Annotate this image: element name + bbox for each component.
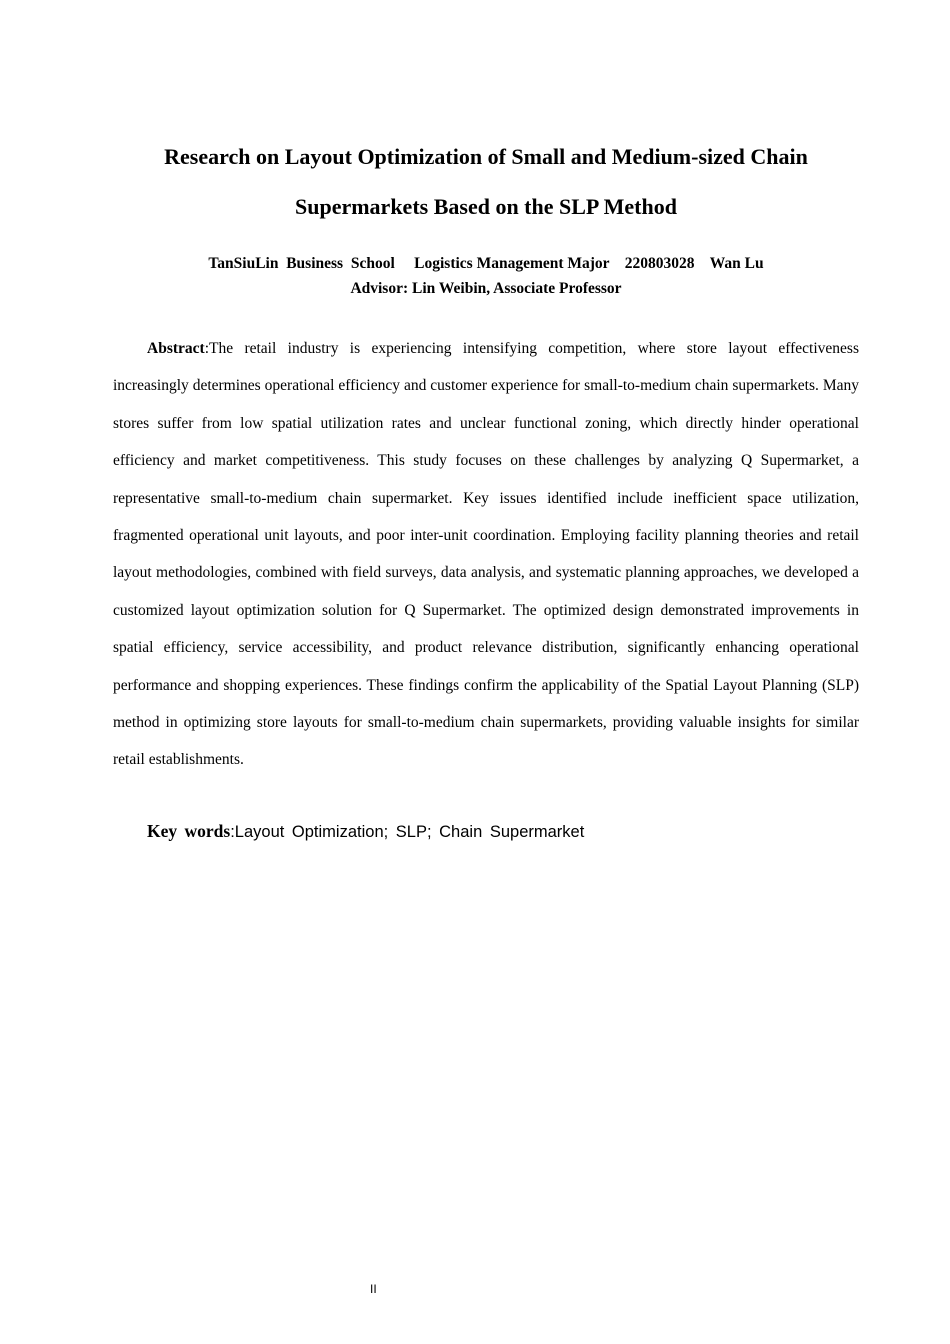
paper-title [113, 132, 859, 232]
page-number: II [370, 1282, 377, 1296]
keywords-line [147, 818, 584, 845]
paper-title-line-2: Supermarkets Based on the SLP Method [295, 194, 677, 219]
abstract-paragraph [113, 330, 859, 779]
abstract-text: The retail industry is experiencing intensifying competition, where store layout effectiveness increasingly determines operational efficiency and customer experience for small-to-medium chain supermarkets. Many stores suffer from low spatial utilization rates and unclear functional zoning, which directly hinder operational efficiency and market competitiveness. This study focuses on these challenges by analyzing Q Supermarket, a representative small-to-medium chain supermarket. Key issues identified include inefficient space utilization, fragmented operational unit layouts, and poor inter-unit coordination. Employing facility planning theories and retail layout methodologies, combined with field surveys, data analysis, and systematic planning approaches, we developed a customized layout optimization solution for Q Supermarket. The optimized design demonstrated improvements in spatial efficiency, service accessibility, and product relevance distribution, significantly enhancing operational performance and shopping experiences. These findings confirm the applicability of the Spatial Layout Planning (SLP) method in optimizing store layouts for small-to-medium chain supermarkets, providing valuable insights for similar retail establishments. [113, 340, 859, 769]
abstract-label: Abstract [147, 340, 205, 357]
advisor-info: Advisor: Lin Weibin, Associate Professor [350, 280, 622, 297]
author-info: TanSiuLin Business School Logistics Management Major 220803028 Wan Lu [208, 255, 764, 272]
keywords-value: Layout Optimization; SLP; Chain Supermarket [234, 823, 585, 841]
keywords-separator: : [230, 823, 235, 841]
keywords-label: Key words [147, 821, 231, 841]
paper-title-line-1: Research on Layout Optimization of Small and Medium-sized Chain [164, 144, 808, 169]
abstract-separator: : [204, 340, 209, 357]
